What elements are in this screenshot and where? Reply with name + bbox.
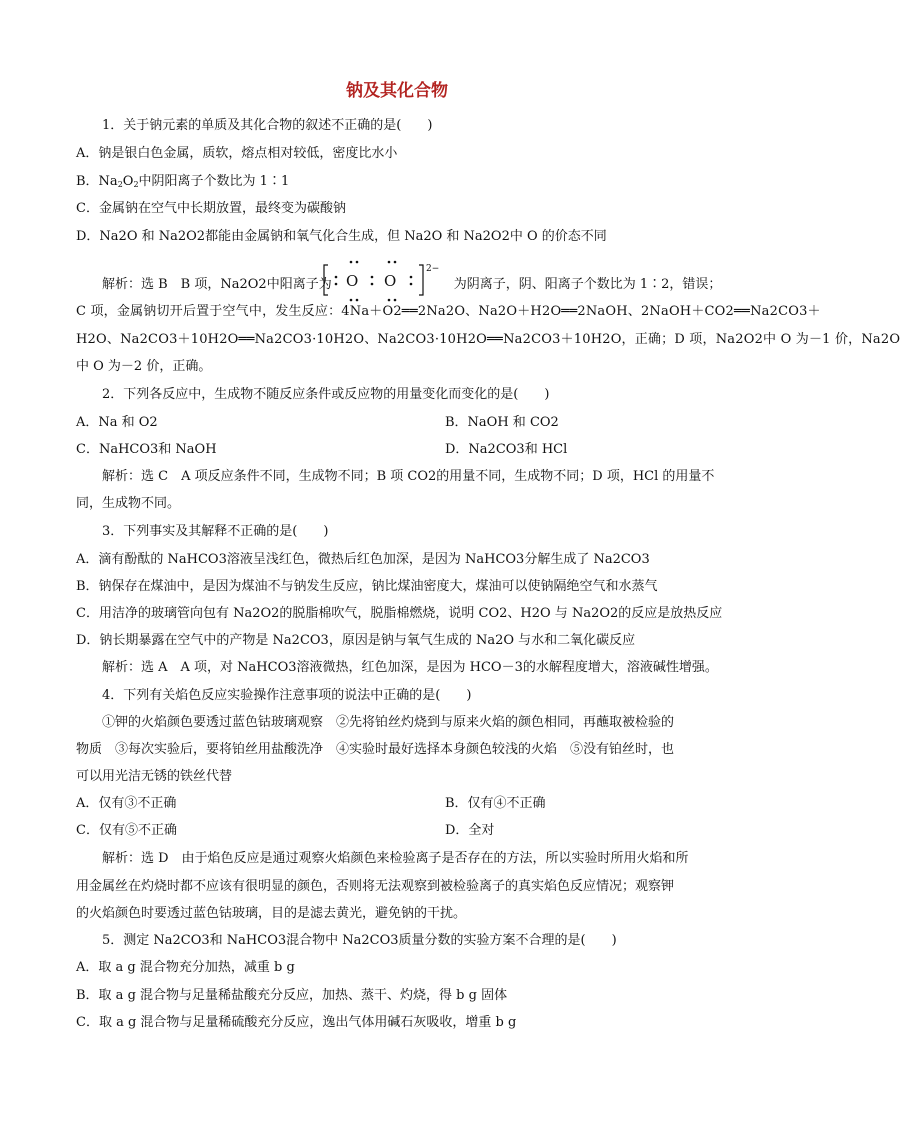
q2-option-a: A．Na 和 O2 [76, 415, 158, 430]
q2-analysis-2: 同，生成物不同。 [76, 496, 181, 511]
q3-option-c: C．用洁净的玻璃管向包有 Na2O2的脱脂棉吹气，脱脂棉燃烧，说明 CO2、H2O 与 Na2O2的反应是放热反应 [76, 606, 723, 621]
q4-stem: 4．下列有关焰色反应实验操作注意事项的说法中正确的是( ) [102, 688, 472, 703]
charge-label: 2− [426, 264, 440, 274]
q2-option-b: B．NaOH 和 CO2 [445, 415, 559, 430]
q1-option-a: A．钠是银白色金属，质软，熔点相对较低，密度比水小 [76, 146, 398, 161]
q1-stem: 1．关于钠元素的单质及其化合物的叙述不正确的是( ) [102, 118, 433, 133]
q4-option-a: A．仅有③不正确 [76, 796, 177, 811]
q2-analysis-1: 解析：选 C A 项反应条件不同，生成物不同；B 项 CO2的用量不同，生成物不同；D 项，HCl 的用量不 [102, 469, 715, 484]
q3-analysis: 解析：选 A A 项，对 NaHCO3溶液微热，红色加深，是因为 HCO－3的水解程度增大，溶液碱性增强。 [102, 660, 718, 675]
q3-option-b: B．钠保存在煤油中，是因为煤油不与钠发生反应，钠比煤油密度大，煤油可以使钠隔绝空气和水蒸气 [76, 579, 658, 594]
q3-option-d: D．钠长期暴露在空气中的产物是 Na2CO3，原因是钠与氧气生成的 Na2O 与水和二氧化碳反应 [76, 633, 636, 648]
q5-stem: 5．测定 Na2CO3和 NaHCO3混合物中 Na2CO3质量分数的实验方案不合理的是( ) [102, 933, 617, 948]
q4-option-c: C．仅有⑤不正确 [76, 823, 177, 838]
oxygen-atom-2: O [384, 272, 397, 290]
q5-option-a: A．取 a g 混合物充分加热，减重 b g [76, 960, 295, 975]
q5-option-b: B．取 a g 混合物与足量稀盐酸充分反应，加热、蒸干、灼烧，得 b g 固体 [76, 988, 508, 1003]
q1-analysis-1: 解析：选 B B 项，Na2O2中阳离子为 为阴离子，阴、阳离子个数比为 1∶2，错误； [102, 277, 722, 292]
q1-option-c: C．金属钠在空气中长期放置，最终变为碳酸钠 [76, 201, 346, 216]
q4-options-row-1 [76, 793, 724, 815]
q4-options-row-2 [76, 820, 724, 842]
oxygen-atom-1: O [346, 272, 359, 290]
q4-analysis-1: 解析：选 D 由于焰色反应是通过观察火焰颜色来检验离子是否存在的方法，所以实验时所用火焰和所 [102, 851, 689, 866]
q2-option-c: C．NaHCO3和 NaOH [76, 442, 217, 457]
q2-stem: 2．下列各反应中，生成物不随反应条件或反应物的用量变化而变化的是( ) [102, 387, 550, 402]
q1-analysis-2: C 项，金属钠切开后置于空气中，发生反应：4Na＋O2══2Na2O、Na2O＋H2O══2NaOH、2NaOH＋CO2══Na2CO3＋ [76, 304, 821, 319]
q4-analysis-2: 用金属丝在灼烧时都不应该有很明显的颜色，否则将无法观察到被检验离子的真实焰色反应情况；观察钾 [76, 879, 675, 894]
q2-option-d: D．Na2CO3和 HCl [445, 442, 568, 457]
q3-stem: 3．下列事实及其解释不正确的是( ) [102, 524, 329, 539]
q4-body-3: 可以用光洁无锈的铁丝代替 [76, 769, 233, 784]
q3-option-a: A．滴有酚酞的 NaHCO3溶液呈浅红色，微热后红色加深，是因为 NaHCO3分解生成了 Na2CO3 [76, 552, 650, 567]
q1-option-d: D．Na2O 和 Na2O2都能由金属钠和氧气化合生成，但 Na2O 和 Na2O2中 O 的价态不同 [76, 229, 607, 244]
q2-options-row-1 [76, 412, 724, 434]
page-title: 钠及其化合物 [346, 81, 448, 101]
q1-analysis-4: 中 O 为－2 价，正确。 [76, 359, 212, 374]
q1-option-b: B．$Na_2O_2$中阴阳离子个数比为 1∶1 [76, 174, 290, 189]
q4-option-d: D．全对 [445, 823, 495, 838]
q4-option-b: B．仅有④不正确 [445, 796, 546, 811]
q1-analysis-3: H2O、Na2CO3＋10H2O══Na2CO3·10H2O、Na2CO3·10H2O══Na2CO3＋10H2O，正确；D 项，Na2O2中 O 为－1 价，Na2O [76, 332, 900, 347]
q5-option-c: C．取 a g 混合物与足量稀硫酸充分反应，逸出气体用碱石灰吸收，增重 b g [76, 1015, 517, 1030]
q4-body-2: 物质 ③每次实验后，要将铂丝用盐酸洗净 ④实验时最好选择本身颜色较浅的火焰 ⑤没有铂丝时，也 [76, 742, 675, 757]
q2-options-row-2 [76, 439, 724, 461]
q4-body-1: ①钾的火焰颜色要透过蓝色钴玻璃观察 ②先将铂丝灼烧到与原来火焰的颜色相同，再蘸取被检验的 [102, 715, 675, 730]
q4-analysis-3: 的火焰颜色时要透过蓝色钴玻璃，目的是滤去黄光，避免钠的干扰。 [76, 906, 467, 921]
